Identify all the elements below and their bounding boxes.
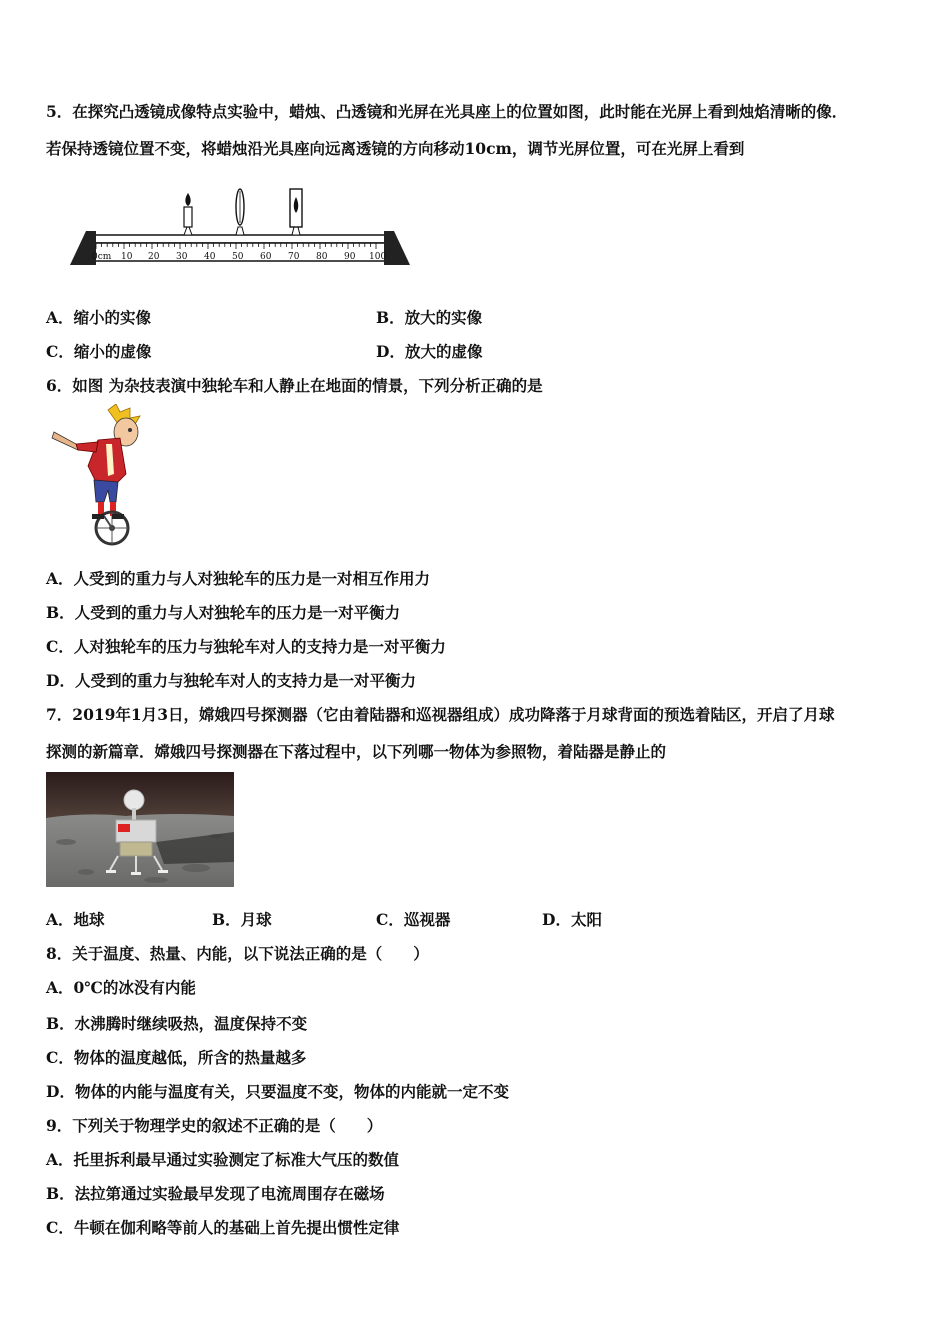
q8-option-d[interactable]: D．物体的内能与温度有关，只要温度不变，物体的内能就一定不变 xyxy=(46,1082,509,1101)
tick-label: 100 xyxy=(369,252,387,262)
q5-stem-line2: 若保持透镜位置不变，将蜡烛沿光具座向远离透镜的方向移动10cm，调节光屏位置，可在光屏上看到 xyxy=(46,139,745,158)
q5-option-b[interactable]: B．放大的实像 xyxy=(376,308,483,327)
q7-option-d[interactable]: D．太阳 xyxy=(542,910,602,929)
tick-label: 50 xyxy=(232,252,244,262)
q8-option-c[interactable]: C．物体的温度越低，所含的热量越多 xyxy=(46,1048,307,1067)
q5-option-d[interactable]: D．放大的虚像 xyxy=(376,342,483,361)
tick-label: 80 xyxy=(316,252,328,262)
q9-option-c[interactable]: C．牛顿在伽利略等前人的基础上首先提出惯性定律 xyxy=(46,1218,400,1237)
q7-stem-line2: 探测的新篇章．嫦娥四号探测器在下落过程中，以下列哪一物体为参照物，着陆器是静止的 xyxy=(46,742,667,761)
q8-stem: 8．关于温度、热量、内能，以下说法正确的是（ ） xyxy=(46,944,429,963)
q6-option-a[interactable]: A．人受到的重力与人对独轮车的压力是一对相互作用力 xyxy=(46,569,431,588)
light-screen xyxy=(290,189,302,235)
convex-lens xyxy=(236,189,244,235)
q6-option-b[interactable]: B．人受到的重力与人对独轮车的压力是一对平衡力 xyxy=(46,603,401,622)
q7-stem-line1: 7．2019年1月3日，嫦娥四号探测器（它由着陆器和巡视器组成）成功降落于月球背面的预选着陆区，开启了月球 xyxy=(46,705,835,724)
tick-label: 20 xyxy=(148,252,160,262)
tick-label: 0cm xyxy=(92,252,112,262)
q5-stem-line1: 5．在探究凸透镜成像特点实验中，蜡烛、凸透镜和光屏在光具座上的位置如图，此时能在光屏上看到烛焰清晰的像． xyxy=(46,102,848,121)
q5-option-a[interactable]: A．缩小的实像 xyxy=(46,308,152,327)
q6-option-d[interactable]: D．人受到的重力与独轮车对人的支持力是一对平衡力 xyxy=(46,671,416,690)
q7-option-b[interactable]: B．月球 xyxy=(212,910,272,929)
q6-option-c[interactable]: C．人对独轮车的压力与独轮车对人的支持力是一对平衡力 xyxy=(46,637,446,656)
q6-stem: 6．如图 为杂技表演中独轮车和人静止在地面的情景，下列分析正确的是 xyxy=(46,376,543,395)
q9-option-b[interactable]: B．法拉第通过实验最早发现了电流周围存在磁场 xyxy=(46,1184,385,1203)
change4-lander-photo xyxy=(46,772,234,887)
tick-label: 70 xyxy=(288,252,300,262)
optical-bench-figure xyxy=(66,185,416,270)
tick-label: 60 xyxy=(260,252,272,262)
candle xyxy=(184,193,192,235)
q7-option-a[interactable]: A．地球 xyxy=(46,910,105,929)
tick-label: 10 xyxy=(121,252,133,262)
q8-option-b[interactable]: B．水沸腾时继续吸热，温度保持不变 xyxy=(46,1014,308,1033)
tick-label: 40 xyxy=(204,252,216,262)
q9-option-a[interactable]: A．托里拆利最早通过实验测定了标准大气压的数值 xyxy=(46,1150,400,1169)
tick-label: 90 xyxy=(344,252,356,262)
unicycle-performer-image xyxy=(46,404,156,549)
q8-option-a[interactable]: A．0℃的冰没有内能 xyxy=(46,978,196,997)
tick-label: 30 xyxy=(176,252,188,262)
q9-stem: 9．下列关于物理学史的叙述不正确的是（ ） xyxy=(46,1116,383,1135)
q7-option-c[interactable]: C．巡视器 xyxy=(376,910,451,929)
q5-option-c[interactable]: C．缩小的虚像 xyxy=(46,342,152,361)
